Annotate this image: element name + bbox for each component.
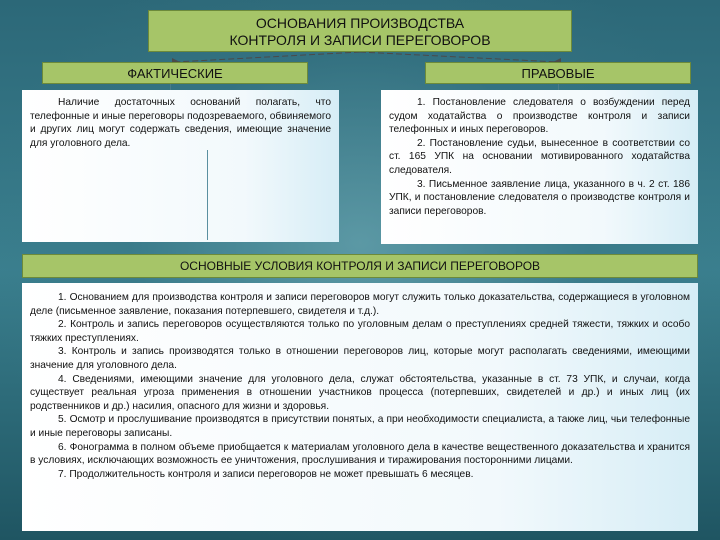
- condition-item-3: 3. Контроль и запись производятся только в отношении переговоров лиц, которые могут располагать сведениями, имеющими значение для уголовного дела.: [30, 346, 690, 371]
- condition-item-2: 2. Контроль и запись переговоров осуществляются только по уголовным делам о преступлениях средней тяжести, тяжких и особо тяжких преступлениях.: [30, 319, 690, 344]
- legal-item-1: 1. Постановление следователя о возбуждении перед судом ходатайства о производстве контроля и записи телефонных и иных переговоров.: [389, 97, 690, 136]
- legal-item-3: 3. Письменное заявление лица, указанного в ч. 2 ст. 186 УПК, и постановление следователя о производстве контроля и записи переговоров.: [389, 178, 690, 217]
- legal-heading: ПРАВОВЫЕ: [425, 62, 691, 84]
- conditions-heading: ОСНОВНЫЕ УСЛОВИЯ КОНТРОЛЯ И ЗАПИСИ ПЕРЕГОВОРОВ: [22, 254, 698, 278]
- factual-divider-line: [207, 150, 208, 240]
- condition-item-7: 7. Продолжительность контроля и записи переговоров не может превышать 6 месяцев.: [58, 468, 474, 480]
- title-box: [148, 10, 572, 52]
- condition-item-4: 4. Сведениями, имеющими значение для уголовного дела, служат обстоятельства, указанные в ст. 73 УПК, и случаи, когда существует реальная угроза применения в отношении участников процесса (потерпевших, свидетелей и др.) и иных лиц (их родственников и др.) насилия, опасного для жизни и здоровья.: [30, 373, 690, 412]
- factual-panel: [22, 90, 339, 242]
- factual-text: Наличие достаточных оснований полагать, что телефонные и иные переговоры подозреваемого, обвиняемого и других лиц могут содержать сведения, имеющие значение для уголовного дела.: [30, 97, 331, 149]
- factual-heading: ФАКТИЧЕСКИЕ: [42, 62, 308, 84]
- connector-title-to-legal: [360, 52, 558, 62]
- conditions-panel: [22, 283, 698, 531]
- title-line-2: КОНТРОЛЯ И ЗАПИСИ ПЕРЕГОВОРОВ: [229, 32, 491, 48]
- connector-title-to-factual: [175, 52, 360, 62]
- condition-item-6: 6. Фонограмма в полном объеме приобщается к материалам уголовного дела в качестве вещественного доказательства и хранится в условиях, исключающих возможность ее уничтожения, прослушивания и тиражирования посторонними лицами.: [30, 441, 690, 467]
- legal-item-2: 2. Постановление судьи, вынесенное в соответствии со ст. 165 УПК на основании мотивированного ходатайства следователя.: [389, 137, 690, 176]
- condition-item-1: 1. Основанием для производства контроля и записи переговоров могут служить только доказательства, содержащиеся в уголовном деле (письменное заявление, показания потерпевшего, свидетеля и т.д.).: [30, 292, 690, 317]
- legal-panel: [381, 90, 698, 244]
- condition-item-5: 5. Осмотр и прослушивание производятся в присутствии понятых, а при необходимости специалиста, а также лиц, чьи телефонные и иные переговоры записаны.: [30, 414, 690, 439]
- title-line-1: ОСНОВАНИЯ ПРОИЗВОДСТВА: [255, 15, 465, 31]
